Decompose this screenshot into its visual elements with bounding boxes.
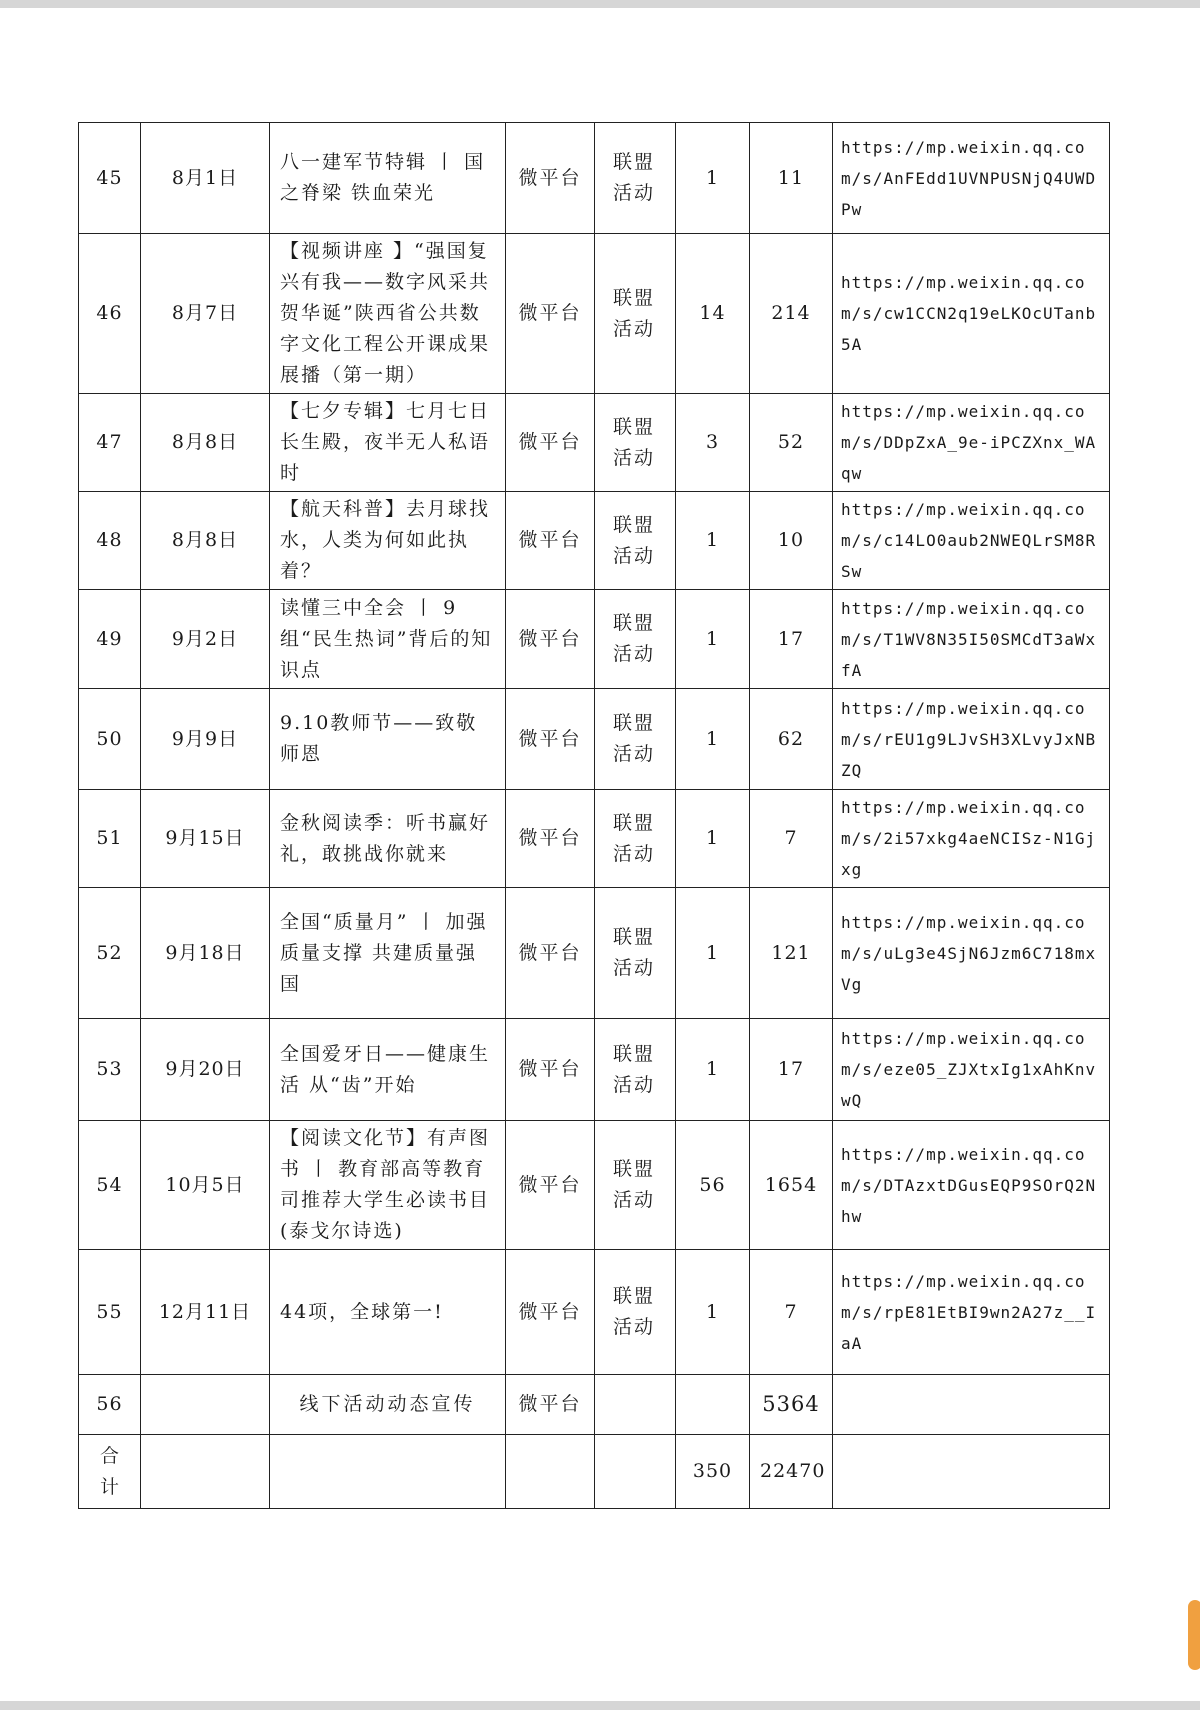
type-cell (595, 888, 676, 1019)
count-cell: 56 (676, 1121, 750, 1250)
link-cell[interactable]: https://mp.weixin.qq.com/s/eze05_ZJXtxIg1xAhKnvwQ (833, 1019, 1110, 1121)
title-cell: 全国爱牙日——健康生活 从“齿”开始 (270, 1019, 506, 1121)
platform-cell: 微平台 (506, 123, 595, 234)
date-cell (141, 1435, 270, 1509)
count-cell: 1 (676, 888, 750, 1019)
total-count: 350 (676, 1435, 750, 1509)
date-cell: 8月8日 (141, 394, 270, 492)
table-row (79, 394, 1110, 492)
type-cell (595, 1250, 676, 1375)
table-row (79, 1250, 1110, 1375)
type-label: 联盟活动 (613, 513, 656, 567)
views-cell: 121 (750, 888, 833, 1019)
table-row (79, 492, 1110, 590)
views-cell: 62 (750, 689, 833, 790)
count-cell: 1 (676, 1250, 750, 1375)
platform-cell: 微平台 (506, 1019, 595, 1121)
link-cell[interactable]: https://mp.weixin.qq.com/s/rpE81EtBI9wn2A27z__IaA (833, 1250, 1110, 1375)
table-row (79, 1019, 1110, 1121)
platform-cell: 微平台 (506, 1250, 595, 1375)
platform-cell: 微平台 (506, 790, 595, 888)
count-cell: 14 (676, 234, 750, 394)
date-cell: 9月2日 (141, 590, 270, 689)
platform-cell: 微平台 (506, 888, 595, 1019)
scroll-handle[interactable] (1188, 1600, 1200, 1670)
type-label: 联盟活动 (613, 286, 656, 340)
link-cell[interactable]: https://mp.weixin.qq.com/s/DTAzxtDGusEQP9SOrQ2Nhw (833, 1121, 1110, 1250)
title-cell: 44项，全球第一! (270, 1250, 506, 1375)
table-row (79, 234, 1110, 394)
row-number: 49 (79, 590, 141, 689)
type-label: 联盟活动 (613, 926, 656, 979)
type-label: 联盟活动 (613, 1285, 656, 1338)
link-cell[interactable]: https://mp.weixin.qq.com/s/T1WV8N35I50SMCdT3aWxfA (833, 590, 1110, 689)
title-cell: 【七夕专辑】七月七日长生殿，夜半无人私语时 (270, 394, 506, 492)
platform-cell: 微平台 (506, 394, 595, 492)
row-number: 52 (79, 888, 141, 1019)
date-cell: 8月8日 (141, 492, 270, 590)
table-row (79, 1121, 1110, 1250)
link-cell[interactable]: https://mp.weixin.qq.com/s/AnFEdd1UVNPUSNjQ4UWDPw (833, 123, 1110, 234)
type-cell (595, 394, 676, 492)
date-cell: 10月5日 (141, 1121, 270, 1250)
date-cell: 9月18日 (141, 888, 270, 1019)
views-cell: 5364 (750, 1375, 833, 1435)
views-cell: 7 (750, 1250, 833, 1375)
count-cell: 1 (676, 492, 750, 590)
platform-cell: 微平台 (506, 1121, 595, 1250)
platform-cell: 微平台 (506, 492, 595, 590)
views-cell: 17 (750, 1019, 833, 1121)
link-cell[interactable]: https://mp.weixin.qq.com/s/2i57xkg4aeNCISz-N1Gjxg (833, 790, 1110, 888)
top-gray-bar (0, 0, 1200, 8)
count-cell: 1 (676, 689, 750, 790)
title-cell: 9.10教师节——致敬师恩 (270, 689, 506, 790)
row-number: 53 (79, 1019, 141, 1121)
row-number: 50 (79, 689, 141, 790)
type-cell (595, 689, 676, 790)
views-cell: 52 (750, 394, 833, 492)
type-cell (595, 492, 676, 590)
date-cell: 8月7日 (141, 234, 270, 394)
platform-cell: 微平台 (506, 590, 595, 689)
type-label: 联盟活动 (613, 1158, 656, 1211)
type-label: 联盟活动 (613, 612, 656, 665)
table-body (79, 123, 1110, 1509)
date-cell: 8月1日 (141, 123, 270, 234)
date-cell (141, 1375, 270, 1435)
table-row (79, 888, 1110, 1019)
date-cell: 12月11日 (141, 1250, 270, 1375)
table-row (79, 590, 1110, 689)
count-cell: 1 (676, 123, 750, 234)
title-cell: 金秋阅读季：听书赢好礼，敢挑战你就来 (270, 790, 506, 888)
title-cell: 【航天科普】去月球找水，人类为何如此执着？ (270, 492, 506, 590)
row-number: 45 (79, 123, 141, 234)
type-cell (595, 123, 676, 234)
title-cell (270, 1435, 506, 1509)
table-row (79, 123, 1110, 234)
link-cell (833, 1375, 1110, 1435)
views-cell: 10 (750, 492, 833, 590)
views-cell: 1654 (750, 1121, 833, 1250)
link-cell[interactable]: https://mp.weixin.qq.com/s/rEU1g9LJvSH3XLvyJxNBZQ (833, 689, 1110, 790)
views-cell: 214 (750, 234, 833, 394)
date-cell: 9月9日 (141, 689, 270, 790)
title-cell: 线下活动动态宣传 (270, 1375, 506, 1435)
type-cell (595, 234, 676, 394)
platform-cell: 微平台 (506, 1375, 595, 1435)
link-cell[interactable]: https://mp.weixin.qq.com/s/DDpZxA_9e-iPCZXnx_WAqw (833, 394, 1110, 492)
type-cell (595, 790, 676, 888)
row-number: 46 (79, 234, 141, 394)
title-cell: 【阅读文化节】有声图书 丨 教育部高等教育司推荐大学生必读书目(泰戈尔诗选) (270, 1121, 506, 1250)
row-number: 48 (79, 492, 141, 590)
row-number: 55 (79, 1250, 141, 1375)
type-cell (595, 1019, 676, 1121)
row-number: 47 (79, 394, 141, 492)
table-row (79, 1375, 1110, 1435)
views-cell: 11 (750, 123, 833, 234)
link-cell (833, 1435, 1110, 1509)
count-cell: 1 (676, 1019, 750, 1121)
views-cell: 7 (750, 790, 833, 888)
type-label: 联盟活动 (613, 712, 656, 765)
table-row (79, 790, 1110, 888)
type-label: 联盟活动 (613, 811, 656, 865)
platform-cell: 微平台 (506, 689, 595, 790)
total-row (79, 1435, 1110, 1509)
platform-cell: 微平台 (506, 234, 595, 394)
link-cell[interactable]: https://mp.weixin.qq.com/s/c14LO0aub2NWEQLrSM8RSw (833, 492, 1110, 590)
title-cell: 全国“质量月” 丨 加强质量支撑 共建质量强国 (270, 888, 506, 1019)
row-number: 54 (79, 1121, 141, 1250)
count-cell: 1 (676, 590, 750, 689)
views-cell: 17 (750, 590, 833, 689)
date-cell: 9月20日 (141, 1019, 270, 1121)
type-cell (595, 1435, 676, 1509)
platform-cell (506, 1435, 595, 1509)
date-cell: 9月15日 (141, 790, 270, 888)
type-label: 联盟活动 (613, 415, 656, 469)
activity-table (78, 122, 1110, 1509)
link-cell[interactable]: https://mp.weixin.qq.com/s/uLg3e4SjN6Jzm6C718mxVg (833, 888, 1110, 1019)
type-label: 联盟活动 (613, 151, 656, 204)
table-row (79, 689, 1110, 790)
total-label: 合计 (79, 1435, 141, 1509)
title-cell: 八一建军节特辑 丨 国之脊梁 铁血荣光 (270, 123, 506, 234)
title-cell: 【视频讲座 】“强国复兴有我——数字风采共贺华诞”陕西省公共数字文化工程公开课成果展播（第一期） (270, 234, 506, 394)
bottom-gray-bar (0, 1701, 1200, 1710)
type-cell (595, 1121, 676, 1250)
title-cell: 读懂三中全会 丨 9组“民生热词”背后的知识点 (270, 590, 506, 689)
total-views: 22470 (750, 1435, 833, 1509)
count-cell: 1 (676, 790, 750, 888)
row-number: 56 (79, 1375, 141, 1435)
link-cell[interactable]: https://mp.weixin.qq.com/s/cw1CCN2q19eLKOcUTanb5A (833, 234, 1110, 394)
type-cell (595, 590, 676, 689)
type-cell (595, 1375, 676, 1435)
count-cell (676, 1375, 750, 1435)
row-number: 51 (79, 790, 141, 888)
count-cell: 3 (676, 394, 750, 492)
type-label: 联盟活动 (613, 1042, 656, 1096)
